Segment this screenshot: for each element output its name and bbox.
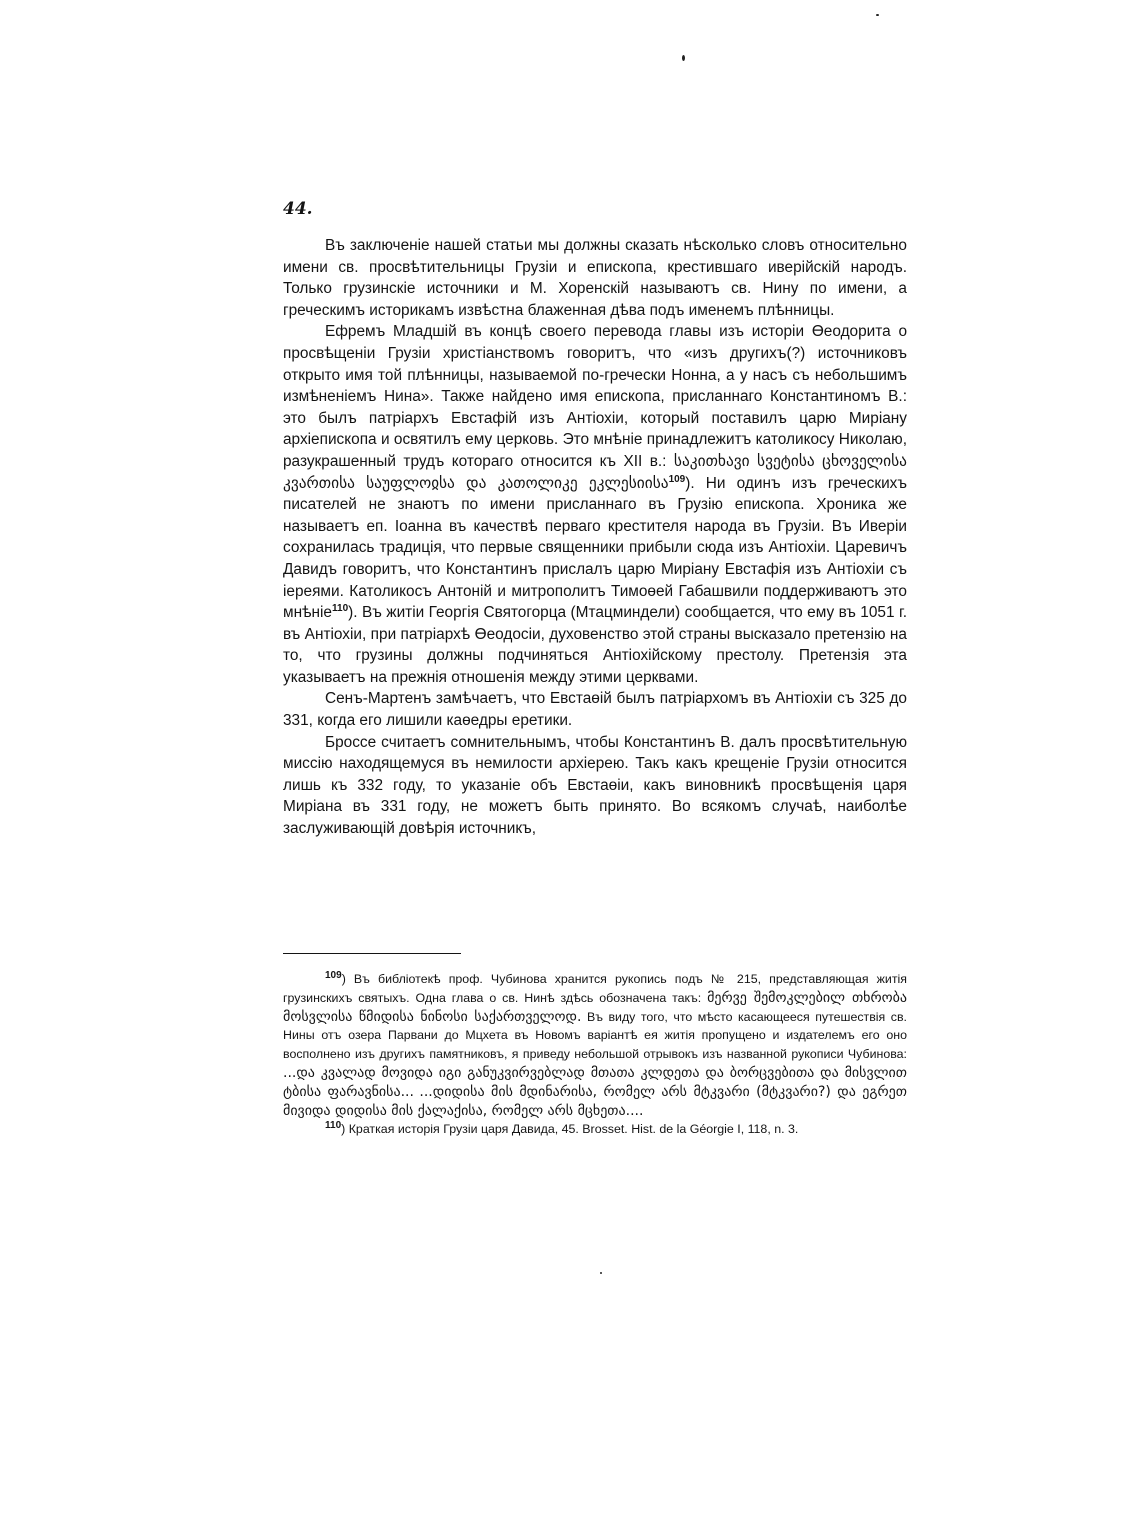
footnote-109-text-2: Въ виду того, что мѣсто касающееся путешествія св. Нины отъ озера Парвани до Мцхета въ Новомъ варіантѣ ея житія пропущено и издателемъ его оно восполнено изъ другихъ памятниковъ, я приведу небольшой отрывокъ изъ названной рукописи Чубинова: <box>283 1009 907 1062</box>
footnote-110 <box>283 1120 907 1139</box>
footnote-109 <box>283 970 907 1120</box>
paragraph-4: Броссе считаетъ сомнительнымъ, чтобы Константинъ В. далъ просвѣтительную миссію находящемуся въ немилости архіерею. Такъ какъ крещеніе Грузіи относится лишь къ 332 году, то указаніе объ Евстаөіи, какъ виновникѣ просвѣщенія царя Миріана въ 331 году, не можетъ быть принято. Во всякомъ случаѣ, наиболѣе заслуживающій довѣрія источникъ, <box>283 733 907 838</box>
footnote-divider <box>283 953 461 954</box>
footnotes <box>283 970 907 1139</box>
footnote-109-text-1: ) Въ библіотекѣ проф. Чубинова хранится рукопись подъ № 215, представляющая житія грузинскихъ святыхъ. Одна глава о св. Нинѣ здѣсь обозначена такъ: <box>283 972 907 1005</box>
main-text <box>283 235 907 840</box>
scan-speck <box>682 55 685 61</box>
footnote-110-text: ) Краткая исторія Грузіи царя Давида, 45. Brosset. Hist. de la Géorgie I, 118, n. 3. <box>341 1122 799 1137</box>
page-number: 44. <box>283 199 313 219</box>
paragraph-2 <box>283 321 907 688</box>
footnote-109-georgian-1: მერვე შემოკლებილ თხრობა მოსვლისა წმიდისა ნინოსი საქართველოდ. <box>283 989 907 1025</box>
footnote-109-number: 109 <box>325 969 342 981</box>
footnote-109-georgian-2: ...და კვალად მოვიდა იგი განუკვირვებლად მთათა კლდეთა და ბორცვებითა და მისვლით ტბისა ფარავნისა... <box>283 1064 907 1100</box>
footnote-109-georgian-3: ...დიდისა მის მდინარისა, რომელ არს მტკვარი (მტკვარი?) და ეგრეთ მივიდა დიდისა მის ქალაქისა, რომელ არს მცხეთა.... <box>283 1083 907 1119</box>
scan-speck <box>600 1272 602 1274</box>
paragraph-2-end: ). Въ житіи Георгія Святогорца (Мтацминдели) сообщается, что ему въ 1051 г. въ Антіохіи, при патріархѣ Өеодосіи, духовенство этой страны высказало претензію на то, что грузины должны подчиняться Антіохійскому престолу. Претензія эта указываетъ на прежнія отношенія между этими церквами. <box>283 604 907 686</box>
paragraph-2-middle: ). Ни одинъ изъ греческихъ писателей не знаютъ по имени присланнаго въ Грузію епископа. Хроника же называетъ еп. Іоанна въ качествѣ перваго крестителя народа въ Грузіи. Въ Иверіи сохранилась традиція, что первые священники прибыли сюда изъ Антіохіи. Царевичъ Давидъ говоритъ, что Константинъ прислалъ царю Миріану Евстафія изъ Антіохіи съ іереями. Католикосъ Антоній и митрополитъ Тимоөей Габашвили поддерживаютъ это мнѣніе <box>283 474 907 622</box>
scan-speck <box>876 14 879 16</box>
footnote-ref-109[interactable]: 109 <box>668 473 686 485</box>
footnote-110-number: 110 <box>325 1120 342 1132</box>
paragraph-2-start: Ефремъ Младшій въ концѣ своего перевода главы изъ исторіи Өеодорита о просвѣщеніи Грузіи христіанствомъ говоритъ, что «изъ другихъ(?) источниковъ открыто имя той плѣнницы, называемой по-гречески Нонна, а у насъ съ небольшимъ измѣненіемъ Нина». Также найдено имя епископа, присланнаго Константиномъ В.: это былъ патріархъ Евстафій изъ Антіохіи, который поставилъ царю Миріану архіепископа и освятилъ ему церковь. Это мнѣніе принадлежитъ католикосу Николаю, разукрашенный трудъ котораго относится къ XII в.: საკითხავი სვეტისა ცხოველისა კვართისა საუფლოჲსა და კათოლიკე ეკლესიისა <box>283 323 907 492</box>
paragraph-3: Сенъ-Мартенъ замѣчаетъ, что Евстаөій былъ патріархомъ въ Антіохіи съ 325 до 331, когда его лишили каөедры еретики. <box>283 690 907 730</box>
paragraph-1: Въ заключеніе нашей статьи мы должны сказать нѣсколько словъ относительно имени св. просвѣтительницы Грузіи и епископа, крестившаго иверійскій народъ. Только грузинскіе источники и М. Хоренскій называютъ св. Нину по имени, а греческимъ историкамъ извѣстна блаженная дѣва подъ именемъ плѣнницы. <box>283 237 907 319</box>
footnote-ref-110[interactable]: 110 <box>332 602 349 614</box>
